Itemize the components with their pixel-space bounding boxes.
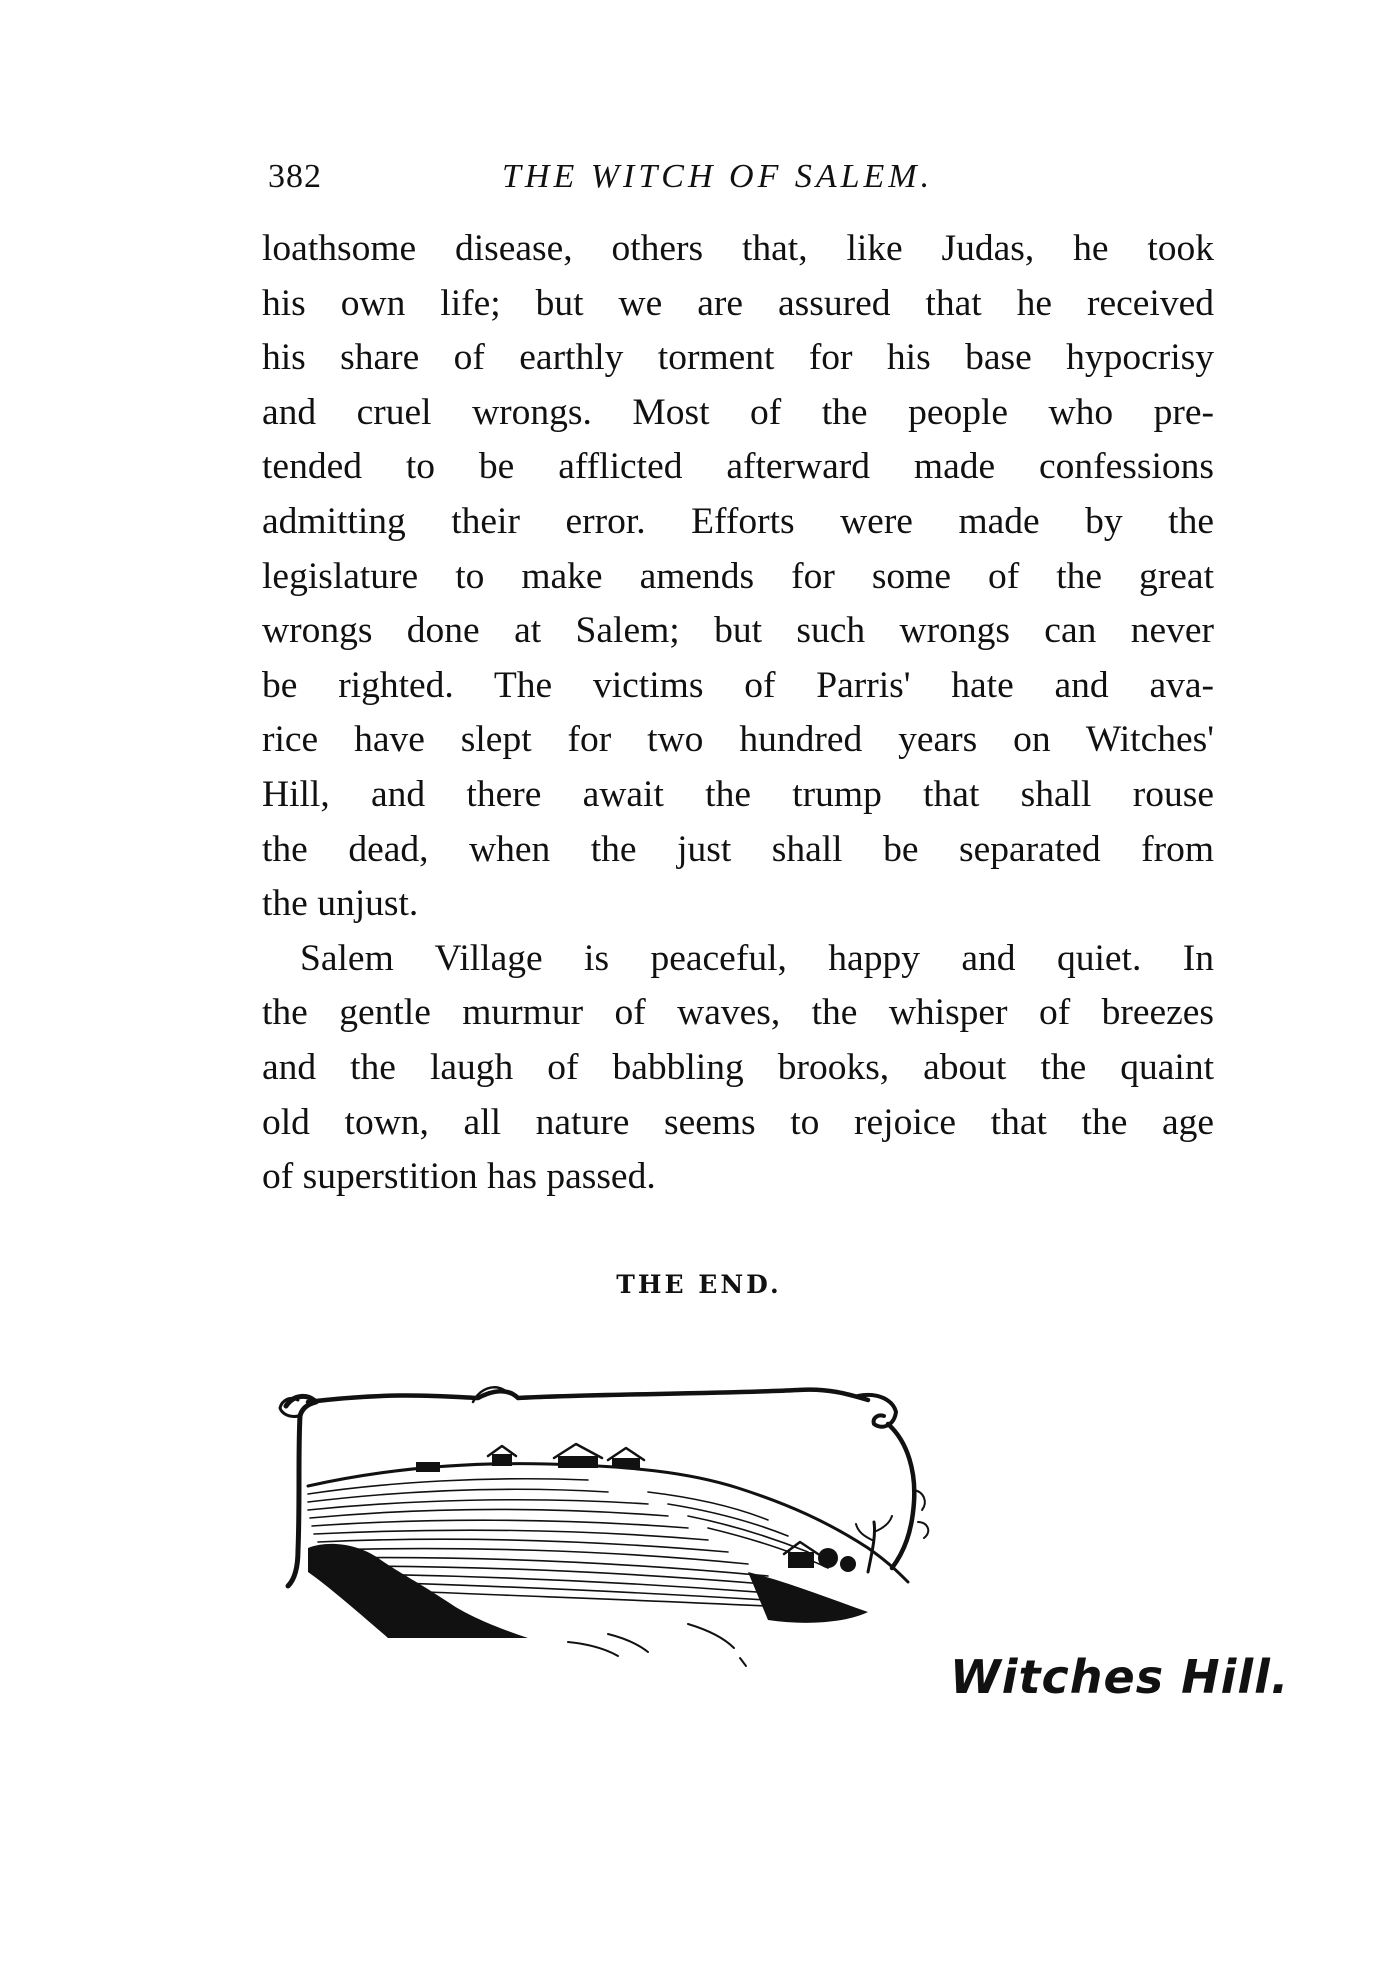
illustration-caption: Witches Hill.	[950, 1650, 1290, 1704]
page-number: 382	[268, 158, 322, 195]
witches-hill-illustration	[268, 1372, 1148, 1692]
text-line: rice have slept for two hundred years on Witches'	[262, 719, 1214, 761]
text-line: loathsome disease, others that, like Judas, he took	[262, 228, 1214, 269]
text-line: his own life; but we are assured that he received	[262, 282, 1214, 324]
text-line: and the laugh of babbling brooks, about the quaint	[262, 1046, 1214, 1088]
text-line: old town, all nature seems to rejoice that the age	[262, 1101, 1214, 1143]
text-line: admitting their error. Efforts were made by the	[262, 500, 1214, 542]
text-line: wrongs done at Salem; but such wrongs can never	[262, 610, 1214, 652]
text-line: his share of earthly torment for his base hypocrisy	[262, 337, 1214, 379]
body-text	[262, 222, 1214, 1205]
text-line: the dead, when the just shall be separated from	[262, 828, 1214, 870]
text-line: the gentle murmur of waves, the whisper of breezes	[262, 992, 1214, 1034]
text-line: of superstition has passed.	[262, 1156, 656, 1198]
running-head	[268, 158, 1228, 208]
text-line: Hill, and there await the trump that shall rouse	[262, 773, 1214, 815]
text-line: the unjust.	[262, 883, 419, 925]
text-line: be righted. The victims of Parris' hate and ava-	[262, 664, 1214, 706]
text-line: Salem Village is peaceful, happy and quiet. In	[300, 937, 1214, 979]
text-line: and cruel wrongs. Most of the people who pre-	[262, 391, 1214, 433]
text-line: legislature to make amends for some of the great	[262, 555, 1214, 597]
end-mark: THE END.	[616, 1270, 782, 1299]
text-line: tended to be afflicted afterward made confessions	[262, 446, 1214, 488]
frame-top-line	[308, 1390, 868, 1402]
running-title: THE WITCH OF SALEM.	[502, 158, 934, 195]
